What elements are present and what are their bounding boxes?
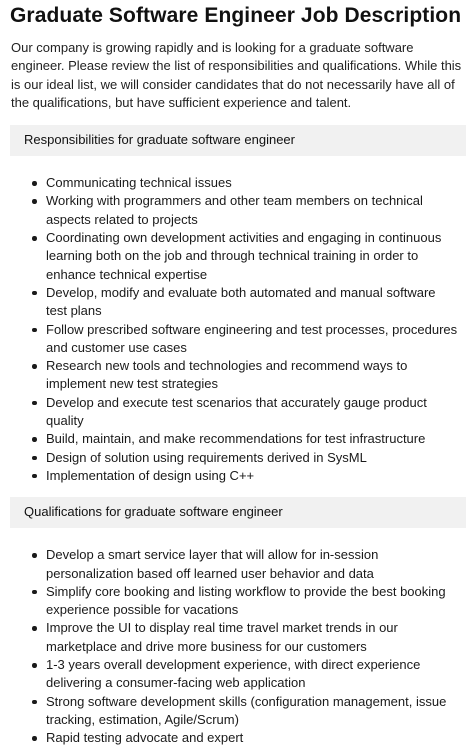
- list-item: Develop a smart service layer that will allow for in-session personalization based off learned user behavior and data: [32, 546, 458, 583]
- list-item: Research new tools and technologies and recommend ways to implement new test strategies: [32, 357, 458, 394]
- page-title: Graduate Software Engineer Job Description: [10, 4, 462, 27]
- responsibilities-heading: Responsibilities for graduate software engineer: [10, 125, 466, 156]
- list-item: Follow prescribed software engineering and test processes, procedures and customer use cases: [32, 321, 458, 358]
- list-item: Communicating technical issues: [32, 174, 458, 192]
- list-item: 1-3 years overall development experience, with direct experience delivering a consumer-facing web application: [32, 656, 458, 693]
- list-item: Improve the UI to display real time travel market trends in our marketplace and drive more business for our customers: [32, 619, 458, 656]
- list-item: Develop and execute test scenarios that accurately gauge product quality: [32, 394, 458, 431]
- list-item: Rapid testing advocate and expert: [32, 729, 458, 747]
- list-item: Strong software development skills (configuration management, issue tracking, estimation, Agile/Scrum): [32, 693, 458, 730]
- list-item: Coordinating own development activities and engaging in continuous learning both on the job and through technical training in order to enhance technical expertise: [32, 229, 458, 284]
- list-item: Simplify core booking and listing workflow to provide the best booking experience possible for vacations: [32, 583, 458, 620]
- qualifications-list: [10, 546, 458, 747]
- list-item: Develop, modify and evaluate both automated and manual software test plans: [32, 284, 458, 321]
- list-item: Build, maintain, and make recommendations for test infrastructure: [32, 430, 458, 448]
- intro-paragraph: Our company is growing rapidly and is looking for a graduate software engineer. Please review the list of responsibilities and qualifications. While this is our ideal list, we will consider candidates that do not necessarily have all of the qualifications, but have sufficient experience and talent.: [11, 40, 462, 110]
- qualifications-heading: Qualifications for graduate software engineer: [10, 497, 466, 528]
- list-item: Design of solution using requirements derived in SysML: [32, 449, 458, 467]
- list-item: Working with programmers and other team members on technical aspects related to projects: [32, 192, 458, 229]
- list-item: Implementation of design using C++: [32, 467, 458, 485]
- responsibilities-list: [10, 174, 458, 485]
